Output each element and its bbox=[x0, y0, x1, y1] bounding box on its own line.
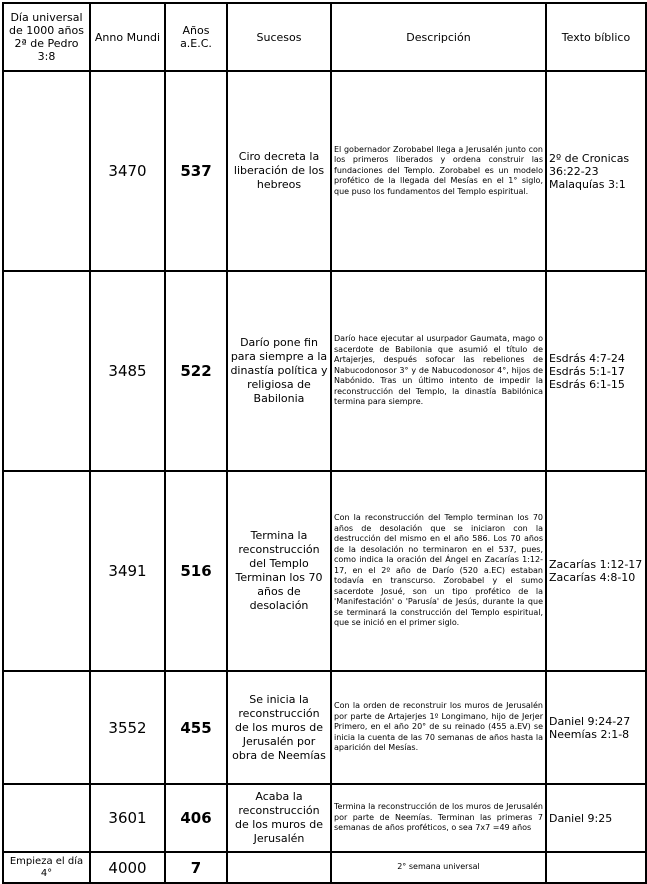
description-cell: 2° semana universal bbox=[331, 852, 546, 883]
bible-refs-cell bbox=[546, 784, 646, 852]
bible-ref: 2º de Cronicas 36:22-23 bbox=[549, 151, 630, 178]
era-cell bbox=[3, 784, 90, 852]
table-row bbox=[3, 671, 646, 784]
era-cell bbox=[3, 271, 90, 471]
bible-ref: Daniel 9:24-27 bbox=[549, 714, 631, 728]
years-bce-cell: 406 bbox=[165, 784, 227, 852]
years-bce-cell: 522 bbox=[165, 271, 227, 471]
event-cell bbox=[227, 852, 331, 883]
description-cell: Con la orden de reconstruir los muros de Jerusalén por parte de Artajerjes 1º Longimano, hijo de Jerjer Primero, en el año 20° de su reinado (455 a.EV) se inicia la cuenta de las 70 semanas de años hasta la aparición del Mesías. bbox=[331, 671, 546, 784]
description-cell: Con la reconstrucción del Templo terminan los 70 años de desolación que se iniciaron con la destrucción del mismo en el año 586. Los 70 años de la desolación no terminaron en el 537, pues, como indica la oración del Ángel en Zacarías 1:12-17, en el 2º año de Darío (520 a.EC) estaban todavía en transcurso. Zorobabel y el sumo sacerdote Josué, son un tipo profético de la 'Manifestación' o 'Parusía' de Jesús, durante la que se terminará la construcción del Templo espiritual, que se inició en el primer siglo. bbox=[331, 471, 546, 671]
description-cell: Darío hace ejecutar al usurpador Gaumata, mago o sacerdote de Babilonia que asumió el título de Artajerjes, después sofocar las rebeliones de Nabucodonosor 3° y de Nabucodonosor 4°, hijos de Nabónido. Tras un último intento de impedir la reconstrucción del Templo, la dinastía Babilónica termina para siempre. bbox=[331, 271, 546, 471]
era-cell bbox=[3, 471, 90, 671]
era-cell: Empieza el día 4° bbox=[3, 852, 90, 883]
description-cell: El gobernador Zorobabel llega a Jerusalén junto con los primeros liberados y ordena construir las fundaciones del Templo. Zorobabel es un modelo profético de la llegada del Mesías en el 1° siglo, que puso los fundamentos del Templo espiritual. bbox=[331, 71, 546, 271]
bible-ref: Malaquías 3:1 bbox=[549, 177, 626, 191]
years-bce-cell: 7 bbox=[165, 852, 227, 883]
anno-mundi-cell: 3601 bbox=[90, 784, 165, 852]
header-era: Día universal de 1000 años 2ª de Pedro 3:8 bbox=[3, 3, 90, 71]
bible-refs-cell bbox=[546, 471, 646, 671]
table-row bbox=[3, 471, 646, 671]
years-bce-cell: 516 bbox=[165, 471, 227, 671]
header-events: Sucesos bbox=[227, 3, 331, 71]
event-cell: Se inicia la reconstrucción de los muros de Jerusalén por obra de Neemías bbox=[227, 671, 331, 784]
description-cell: Termina la reconstrucción de los muros de Jerusalén por parte de Neemías. Terminan las primeras 7 semanas de años proféticos, o sea 7x7 =49 años bbox=[331, 784, 546, 852]
bible-ref: Zacarías 4:8-10 bbox=[549, 571, 636, 584]
years-bce-cell: 537 bbox=[165, 71, 227, 271]
anno-mundi-cell: 3485 bbox=[90, 271, 165, 471]
bible-ref: Zacarías 1:12-17 bbox=[549, 558, 643, 571]
table-row bbox=[3, 271, 646, 471]
bible-ref: Esdrás 4:7-24 bbox=[549, 351, 625, 365]
event-cell: Ciro decreta la liberación de los hebreos bbox=[227, 71, 331, 271]
bible-ref: Esdrás 5:1-17 bbox=[549, 364, 625, 378]
era-cell bbox=[3, 671, 90, 784]
header-years-bce: Años a.E.C. bbox=[165, 3, 227, 71]
header-row bbox=[3, 3, 646, 71]
anno-mundi-cell: 3552 bbox=[90, 671, 165, 784]
header-description: Descripción bbox=[331, 3, 546, 71]
anno-mundi-cell: 3491 bbox=[90, 471, 165, 671]
event-cell: Acaba la reconstrucción de los muros de Jerusalén bbox=[227, 784, 331, 852]
bible-ref: Esdrás 6:1-15 bbox=[549, 377, 625, 391]
chronology-table bbox=[2, 2, 647, 884]
anno-mundi-cell: 3470 bbox=[90, 71, 165, 271]
bible-refs-cell bbox=[546, 852, 646, 883]
era-cell bbox=[3, 71, 90, 271]
bible-refs-cell bbox=[546, 671, 646, 784]
bible-refs-cell bbox=[546, 71, 646, 271]
bible-ref: Daniel 9:25 bbox=[549, 811, 613, 825]
table-row bbox=[3, 784, 646, 852]
years-bce-cell: 455 bbox=[165, 671, 227, 784]
event-cell: Termina la reconstrucción del Templo Terminan los 70 años de desolación bbox=[227, 471, 331, 671]
table-row bbox=[3, 71, 646, 271]
bible-ref: Neemías 2:1-8 bbox=[549, 727, 630, 741]
header-bible-text: Texto bíblico bbox=[546, 3, 646, 71]
bible-refs-cell bbox=[546, 271, 646, 471]
table-row bbox=[3, 852, 646, 883]
event-cell: Darío pone fin para siempre a la dinastía política y religiosa de Babilonia bbox=[227, 271, 331, 471]
anno-mundi-cell: 4000 bbox=[90, 852, 165, 883]
header-anno-mundi: Anno Mundi bbox=[90, 3, 165, 71]
